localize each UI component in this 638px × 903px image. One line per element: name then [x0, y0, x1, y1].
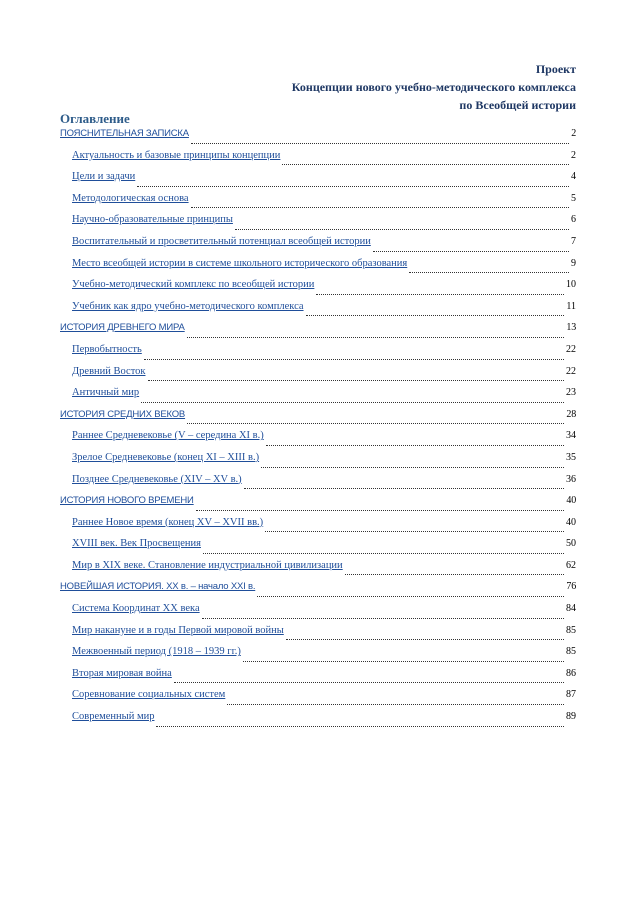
toc-subsection-link[interactable]: [60, 366, 576, 388]
toc-entry-title[interactable]: Древний Восток: [72, 365, 146, 377]
toc-page-number: 7: [571, 235, 576, 247]
toc-entry-title[interactable]: Система Координат XX века: [72, 603, 200, 615]
toc-subsection-link[interactable]: [60, 150, 576, 172]
toc-page-number: 5: [571, 192, 576, 204]
toc-subsection-link[interactable]: [60, 517, 576, 539]
dot-leader: [202, 618, 564, 619]
toc-section-link[interactable]: [60, 128, 576, 150]
toc-entry-title[interactable]: Воспитательный и просветительный потенциал всеобщей истории: [72, 235, 371, 247]
toc-subsection-link[interactable]: [60, 344, 576, 366]
toc-page-number: 76: [566, 581, 576, 593]
dot-leader: [409, 272, 569, 273]
dot-leader: [144, 359, 564, 360]
dot-leader: [286, 639, 564, 640]
toc-entry-title[interactable]: Мир в XIX веке. Становление индустриальной цивилизации: [72, 559, 343, 571]
toc-entry-title[interactable]: Античный мир: [72, 387, 140, 399]
dot-leader: [345, 574, 564, 575]
toc-page-number: 9: [571, 257, 576, 269]
toc-entry-title[interactable]: Учебник как ядро учебно-методического комплекса: [72, 300, 304, 312]
toc-subsection-link[interactable]: [60, 646, 576, 668]
toc-entry-title[interactable]: ИСТОРИЯ СРЕДНИХ ВЕКОВ: [60, 408, 186, 420]
toc-subsection-link[interactable]: [60, 258, 576, 280]
dot-leader: [203, 553, 564, 554]
toc-entry-title[interactable]: Учебно-методический комплекс по всеобщей истории: [72, 279, 315, 291]
header-line-2: Концепции нового учебно-методического комплекса: [291, 80, 576, 94]
toc-entry-title[interactable]: Мир накануне и в годы Первой мировой войны: [72, 624, 284, 636]
toc-subsection-link[interactable]: [60, 625, 576, 647]
toc-page-number: 40: [566, 495, 576, 507]
dot-leader: [282, 164, 569, 165]
toc-page-number: 11: [566, 300, 576, 312]
dot-leader: [244, 488, 564, 489]
toc-section-link[interactable]: [60, 409, 576, 431]
toc-page-number: 87: [566, 689, 576, 701]
toc-subsection-link[interactable]: [60, 474, 576, 496]
toc-entry-title[interactable]: ИСТОРИЯ ДРЕВНЕГО МИРА: [60, 322, 185, 334]
toc-subsection-link[interactable]: [60, 214, 576, 236]
dot-leader: [261, 467, 564, 468]
toc-page-number: 62: [566, 559, 576, 571]
toc-subsection-link[interactable]: [60, 279, 576, 301]
dot-leader: [243, 661, 564, 662]
toc-subsection-link[interactable]: [60, 387, 576, 409]
toc-page-number: 13: [566, 322, 576, 334]
toc-subsection-link[interactable]: [60, 430, 576, 452]
dot-leader: [187, 337, 565, 338]
toc-page-number: 36: [566, 473, 576, 485]
toc-subsection-link[interactable]: [60, 560, 576, 582]
dot-leader: [174, 682, 564, 683]
toc-section-link[interactable]: [60, 322, 576, 344]
toc-page-number: 22: [566, 365, 576, 377]
dot-leader: [196, 510, 565, 511]
toc-entry-title[interactable]: Методологическая основа: [72, 192, 189, 204]
toc-entry-title[interactable]: Зрелое Средневековье (конец XI – XIII в.): [72, 451, 260, 463]
toc-entry-title[interactable]: Межвоенный период (1918 – 1939 гг.): [72, 646, 241, 658]
toc-subsection-link[interactable]: [60, 603, 576, 625]
toc-subsection-link[interactable]: [60, 301, 576, 323]
toc-subsection-link[interactable]: [60, 668, 576, 690]
toc-page-number: 50: [566, 538, 576, 550]
toc-section-link[interactable]: [60, 581, 576, 603]
toc-page-number: 2: [571, 149, 576, 161]
table-of-contents: [60, 128, 576, 733]
toc-entry-title[interactable]: Цели и задачи: [72, 171, 136, 183]
dot-leader: [141, 402, 564, 403]
dot-leader: [316, 294, 564, 295]
toc-page-number: 22: [566, 343, 576, 355]
toc-subsection-link[interactable]: [60, 236, 576, 258]
toc-subsection-link[interactable]: [60, 689, 576, 711]
dot-leader: [148, 380, 565, 381]
toc-page-number: 34: [566, 430, 576, 442]
toc-entry-title[interactable]: Актуальность и базовые принципы концепции: [72, 149, 281, 161]
dot-leader: [373, 251, 569, 252]
toc-section-link[interactable]: [60, 495, 576, 517]
toc-subsection-link[interactable]: [60, 452, 576, 474]
dot-leader: [137, 186, 569, 187]
toc-entry-title[interactable]: Соревнование социальных систем: [72, 689, 226, 701]
toc-page-number: 6: [571, 214, 576, 226]
toc-page-number: 40: [566, 516, 576, 528]
dot-leader: [257, 596, 564, 597]
dot-leader: [191, 207, 569, 208]
toc-entry-title[interactable]: Позднее Средневековье (XIV – XV в.): [72, 473, 242, 485]
toc-entry-title[interactable]: Место всеобщей истории в системе школьного исторического образования: [72, 257, 408, 269]
toc-page-number: 85: [566, 646, 576, 658]
toc-subsection-link[interactable]: [60, 711, 576, 733]
dot-leader: [306, 315, 565, 316]
toc-heading: Оглавление: [60, 111, 130, 126]
toc-page-number: 35: [566, 451, 576, 463]
toc-entry-title[interactable]: Современный мир: [72, 711, 155, 723]
header-line-1: Проект: [535, 62, 576, 76]
toc-page-number: 10: [566, 279, 576, 291]
toc-page-number: 2: [571, 128, 576, 139]
toc-page-number: 4: [571, 171, 576, 183]
toc-subsection-link[interactable]: [60, 171, 576, 193]
dot-leader: [265, 531, 564, 532]
dot-leader: [266, 445, 564, 446]
toc-entry-title[interactable]: Раннее Средневековье (V – середина XI в.): [72, 430, 264, 442]
toc-page-number: 89: [566, 711, 576, 723]
toc-page-number: 23: [566, 387, 576, 399]
toc-entry-title[interactable]: XVIII век. Век Просвещения: [72, 538, 201, 550]
toc-entry-title[interactable]: ИСТОРИЯ НОВОГО ВРЕМЕНИ: [60, 495, 194, 507]
document-header: [292, 60, 576, 114]
dot-leader: [227, 704, 564, 705]
toc-page-number: 84: [566, 603, 576, 615]
header-line-3: по Всеобщей истории: [459, 98, 576, 112]
toc-page-number: 85: [566, 624, 576, 636]
toc-entry-title[interactable]: ПОЯСНИТЕЛЬНАЯ ЗАПИСКА: [60, 128, 189, 139]
toc-subsection-link[interactable]: [60, 193, 576, 215]
dot-leader: [156, 726, 564, 727]
toc-entry-title[interactable]: Первобытность: [72, 343, 142, 355]
toc-page-number: 28: [566, 408, 576, 420]
dot-leader: [235, 229, 569, 230]
dot-leader: [191, 143, 569, 144]
toc-entry-title[interactable]: НОВЕЙШАЯ ИСТОРИЯ. XX в. – начало XXI в.: [60, 581, 256, 593]
toc-page-number: 86: [566, 667, 576, 679]
toc-subsection-link[interactable]: [60, 538, 576, 560]
toc-entry-title[interactable]: Научно-образовательные принципы: [72, 214, 233, 226]
toc-entry-title[interactable]: Вторая мировая война: [72, 667, 172, 679]
dot-leader: [187, 423, 564, 424]
toc-entry-title[interactable]: Раннее Новое время (конец XV – XVII вв.): [72, 516, 264, 528]
